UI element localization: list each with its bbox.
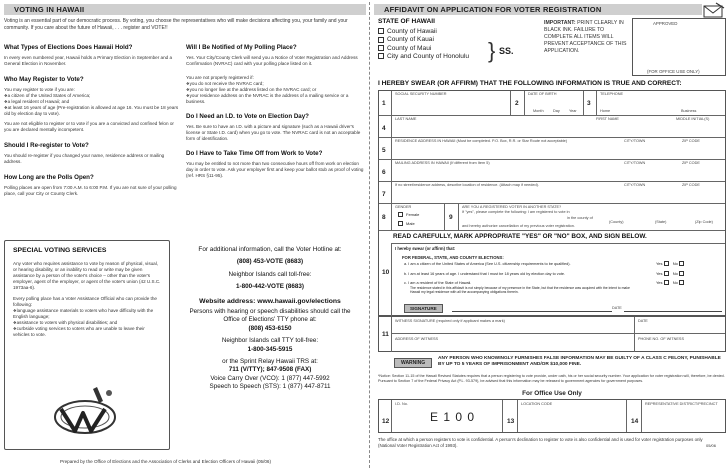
brace-symbol: } bbox=[488, 38, 496, 63]
yes-checkbox[interactable] bbox=[664, 261, 669, 266]
confidentiality-note: The office at which a person registers to vote is confidential. A person's declination to register to vote is also confidential and is used for voter registration purposes only (National Voter Registration Act of 1993). bbox=[378, 437, 703, 448]
gender-male-option[interactable] bbox=[398, 221, 415, 226]
yes-label: Yes bbox=[656, 280, 663, 285]
id-value: E 1 0 0 bbox=[430, 410, 476, 424]
question-c-note: The residence stated in this affidavit is not simply because of my presence in the State, but that the residence was acquired with the intent to make Hawaii my legal residence with all the accompanying obligations therein. bbox=[410, 286, 630, 295]
swear-statement: I HEREBY SWEAR (OR AFFIRM) THAT THE FOLLOWING INFORMATION IS TRUE AND CORRECT: bbox=[378, 80, 682, 87]
option-label: Male bbox=[406, 221, 415, 226]
banner-title: AFFIDAVIT ON APPLICATION FOR VOTER REGISTRATION bbox=[384, 5, 602, 14]
row-number: 6 bbox=[382, 169, 386, 176]
field-label: CITY/TOWN bbox=[624, 183, 646, 187]
section-heading: What Types of Elections Does Hawaii Hold? bbox=[4, 44, 133, 51]
field-label: LAST NAME bbox=[395, 117, 417, 121]
tel-business: Business bbox=[681, 109, 697, 113]
neighbor-islands-label: Neighbor Islands call toll-free: bbox=[228, 270, 312, 278]
field-label: LOCATION CODE bbox=[521, 402, 553, 406]
form-row bbox=[379, 182, 725, 204]
no-checkbox[interactable] bbox=[679, 271, 684, 276]
form-row bbox=[379, 160, 725, 182]
field-label: ZIP CODE bbox=[682, 183, 700, 187]
list-item: ❖ you do not receive the NVRAC card; bbox=[186, 81, 364, 87]
list-item: ❖ assistance to voters with physical disabilities; and bbox=[13, 320, 161, 326]
field-label: CITY/TOWN bbox=[624, 161, 646, 165]
row-number: 4 bbox=[382, 125, 386, 132]
field-label: FIRST NAME bbox=[596, 117, 619, 121]
important-label: IMPORTANT: bbox=[544, 20, 576, 26]
federal-label: FOR FEDERAL, STATE, AND COUNTY ELECTIONS: bbox=[402, 255, 504, 260]
warning-text: ANY PERSON WHO KNOWINGLY FURNISHES FALSE INFORMATION MAY BE GUILTY OF A CLASS C FELONY, PUNISHABLE BY UP TO 5 YEARS OF IMPRISONMENT AND/OR $10,000 FINE. bbox=[438, 356, 721, 368]
row-number: 1 bbox=[382, 100, 386, 107]
location-code-field bbox=[517, 400, 627, 432]
list-item: ❖ at least 16 years of age (Pre-registration is allowed at age 16. You must be 18 years old by election day to vote). bbox=[4, 105, 182, 117]
list-item: ❖ language assistance materials to voters who have difficulty with the English language; bbox=[13, 308, 161, 320]
special-services-title: SPECIAL VOTING SERVICES bbox=[13, 247, 107, 254]
gender-field bbox=[391, 204, 445, 230]
male-checkbox[interactable] bbox=[398, 221, 403, 226]
hotline-phone: (808) 453-VOTE (8683) bbox=[236, 258, 304, 266]
witness-date-field[interactable] bbox=[635, 317, 725, 334]
state-title: STATE OF HAWAII bbox=[378, 18, 435, 25]
row-number: 11 bbox=[382, 331, 389, 338]
banner-title: VOTING IN HAWAII bbox=[14, 5, 85, 14]
page-divider bbox=[369, 2, 370, 468]
form-row bbox=[379, 138, 725, 160]
ssn-field[interactable] bbox=[391, 91, 511, 115]
yes-label: Yes bbox=[656, 261, 663, 266]
field-label: RESIDENCE ADDRESS IN HAWAII (Must be completed. P.O. Box, R.R. or Star Route not acceptable) bbox=[395, 139, 568, 143]
field-label: (State) bbox=[655, 220, 667, 224]
office-use-label: (FOR OFFICE USE ONLY) bbox=[647, 69, 700, 74]
tel-home: Home bbox=[600, 109, 611, 113]
approved-label: APPROVED bbox=[653, 21, 678, 26]
field-label: ARE YOU A REGISTERED VOTER IN ANOTHER STATE? bbox=[462, 205, 562, 209]
registration-form-grid bbox=[378, 90, 726, 316]
witness-phone-field[interactable] bbox=[635, 334, 725, 352]
county-checkbox[interactable] bbox=[378, 28, 384, 34]
telephone-field[interactable] bbox=[596, 91, 725, 115]
field-label: MAILING ADDRESS IN HAWAII (If different from Item 5) bbox=[395, 161, 490, 165]
question-a: a. I am a citizen of the United States of America (See U.S. citizenship requirements to be qualified). bbox=[404, 262, 571, 266]
county-label: County of Hawaii bbox=[387, 28, 437, 35]
row-number: 3 bbox=[587, 100, 591, 107]
field-label: ZIP CODE bbox=[682, 161, 700, 165]
ss-label: SS. bbox=[499, 46, 514, 56]
field-label: DATE OF BIRTH bbox=[528, 92, 557, 96]
dob-year: Year bbox=[569, 109, 577, 113]
dob-field[interactable] bbox=[524, 91, 584, 115]
county-checkbox[interactable] bbox=[378, 45, 384, 51]
section-heading: Will I Be Notified of My Polling Place? bbox=[186, 44, 297, 51]
witness-block bbox=[378, 316, 726, 352]
row-number: 12 bbox=[382, 418, 390, 425]
important-note bbox=[544, 20, 630, 55]
field-label: ZIP CODE bbox=[682, 139, 700, 143]
field-label: GENDER bbox=[395, 205, 412, 209]
mailing-field[interactable] bbox=[391, 160, 725, 181]
swear-sub: I hereby swear (or affirm) that: bbox=[395, 246, 456, 251]
field-label: DATE bbox=[638, 319, 648, 323]
other-state-field[interactable] bbox=[458, 204, 725, 230]
dob-month: Month bbox=[533, 109, 544, 113]
warning-badge: WARNING bbox=[394, 358, 432, 368]
field-label: and hereby authorize cancellation of my previous voter registration. bbox=[462, 224, 575, 228]
female-checkbox[interactable] bbox=[398, 212, 403, 217]
field-label: SOCIAL SECURITY NUMBER bbox=[395, 92, 447, 96]
vco-number: Voice Carry Over (VCO): 1 (877) 447-5992 bbox=[210, 374, 330, 382]
section-text: You may be entitled to not more than two consecutive hours off from work on election day in order to vote. Ask your employer first and keep your ballot stub as proof of voting (ref. HRS §11-95). bbox=[186, 161, 364, 178]
county-checkbox[interactable] bbox=[378, 53, 384, 59]
county-label: County of Kauai bbox=[387, 36, 434, 44]
row-number: 8 bbox=[382, 214, 386, 221]
section-heading: Who May Register to Vote? bbox=[4, 76, 84, 83]
relay-label: or the Sprint Relay Hawaii TRS at: bbox=[222, 358, 318, 366]
field-label: (County) bbox=[609, 220, 624, 224]
field-label: ADDRESS OF WITNESS bbox=[395, 337, 439, 341]
section-heading: Do I Have to Take Time Off from Work to Vote? bbox=[186, 150, 323, 157]
row-number: 13 bbox=[507, 418, 515, 425]
no-label: No bbox=[672, 280, 678, 285]
office-use-row bbox=[378, 399, 726, 433]
section-heading: How Long are the Polls Open? bbox=[4, 174, 94, 181]
affidavit-banner bbox=[374, 4, 702, 15]
signature-label: SIGNATURE bbox=[404, 304, 443, 313]
rural-location-field[interactable] bbox=[391, 182, 725, 203]
section-heading: Should I Re-register to Vote? bbox=[4, 142, 89, 149]
relay-number: 711 (V/TTY); 847-9508 (FAX) bbox=[228, 366, 312, 374]
section-text: You may register to vote if you are: bbox=[4, 87, 75, 92]
gender-female-option[interactable] bbox=[398, 212, 419, 217]
tty-toll-free: 1-800-345-5915 bbox=[247, 345, 293, 353]
vote-logo-icon bbox=[47, 379, 125, 441]
approved-box bbox=[632, 18, 726, 76]
row-number: 5 bbox=[382, 147, 386, 154]
form-number: 05/06 bbox=[706, 443, 717, 448]
tty-phone: (808) 453-6150 bbox=[248, 324, 292, 332]
special-services-text: Any voter who requires assistance to vote by reason of physical, visual, or hearing disability, or an inability to read or write may be given assistance by a person of the voter's choice – other than the voter's employer, agent of the employer, or agent of the voter's union (42 U.S.C. 1973aa-6). bbox=[13, 261, 161, 290]
sts-number: Speech to Speech (STS): 1 (877) 447-8711 bbox=[209, 383, 331, 391]
website-address[interactable]: Website address: www.hawaii.gov/elections bbox=[199, 297, 341, 305]
row-number: 7 bbox=[382, 191, 386, 198]
form-row bbox=[379, 231, 725, 317]
field-label: in the county of bbox=[567, 216, 593, 220]
office-use-heading: For Office Use Only bbox=[522, 390, 582, 397]
section-text: You are not eligible to register or to vote if you are a convicted and confined felon or you are declared mentally incompetent. bbox=[4, 121, 174, 132]
field-label: I.D. No. bbox=[395, 402, 408, 406]
name-field[interactable] bbox=[391, 116, 725, 137]
witness-signature-field[interactable] bbox=[391, 317, 635, 334]
yes-no-c bbox=[656, 280, 687, 285]
yes-no-b bbox=[656, 271, 687, 276]
question-b: b. I am at least 16 years of age. I understand that I must be 18 years old by election day to vote. bbox=[404, 272, 566, 276]
field-label: WITNESS SIGNATURE (required only if applicant makes a mark) bbox=[395, 319, 505, 323]
list-item: ❖ a legal resident of Hawaii; and bbox=[4, 99, 182, 105]
info-column-2 bbox=[186, 44, 364, 179]
special-voting-services-box bbox=[4, 240, 170, 450]
row-number: 14 bbox=[631, 418, 639, 425]
field-label: PHONE NO. OF WITNESS bbox=[638, 337, 684, 341]
no-label: No bbox=[672, 261, 678, 266]
tty-intro: Persons with hearing or speech disabilities should call the Office of Elections' TTY phone at: bbox=[189, 308, 351, 324]
yes-no-a bbox=[656, 261, 687, 266]
section-text: Polling places are open from 7:00 A.M. to 6:00 P.M. If you are not sure of your polling place, call your City or County Clerk. bbox=[4, 185, 177, 196]
form-row bbox=[379, 204, 725, 231]
section-heading: Do I Need an I.D. to Vote on Election Day? bbox=[186, 113, 309, 120]
hotline-intro: For additional information, call the Voter Hotline at: bbox=[198, 246, 342, 253]
option-label: Female bbox=[406, 212, 420, 217]
important-text: PRINT CLEARLY IN BLACK INK. FAILURE TO COMPLETE ALL ITEMS WILL PREVENT ACCEPTANCE OF THIS APPLICATION. bbox=[544, 20, 627, 54]
rep-district-field bbox=[641, 400, 725, 432]
list-item: ❖ you no longer live at the address listed on the NVRAC card; or bbox=[186, 87, 364, 93]
section-text: You are not properly registered if: bbox=[186, 75, 254, 80]
section-text: Yes. Be sure to have an I.D. with a picture and signature (such as a Hawaii driver's license or State I.D. card) when you go to vote. The NVRAC card is not an acceptable form of identification. bbox=[186, 124, 361, 141]
row-number: 10 bbox=[382, 269, 390, 276]
field-label: CITY/TOWN bbox=[624, 139, 646, 143]
read-carefully-heading: READ CAREFULLY, MARK APPROPRIATE "YES" OR "NO" BOX, AND SIGN BELOW. bbox=[393, 233, 647, 240]
yes-checkbox[interactable] bbox=[664, 271, 669, 276]
witness-address-field[interactable] bbox=[391, 334, 635, 352]
form-row bbox=[379, 91, 725, 116]
field-label: (Zip Code) bbox=[695, 220, 713, 224]
county-label: County of Maui bbox=[387, 44, 432, 52]
field-label: MIDDLE INITIAL(S) bbox=[676, 117, 710, 121]
dob-day: Day bbox=[553, 109, 560, 113]
field-label: TELEPHONE bbox=[600, 92, 623, 96]
county-checkbox[interactable] bbox=[378, 37, 384, 43]
no-checkbox[interactable] bbox=[679, 261, 684, 266]
section-text: You should re-register if you changed your name, residence address or mailing address. bbox=[4, 153, 165, 164]
section-text: In every even numbered year, Hawaii holds a Primary Election in September and a General Election in November. bbox=[4, 55, 173, 66]
tty-neighbor-label: Neighbor Islands call TTY toll-free: bbox=[221, 337, 319, 345]
form-row bbox=[379, 116, 725, 138]
list-item: ❖ curbside voting services to voters who are unable to leave their vehicles to vote. bbox=[13, 326, 161, 338]
intro-text: Voting is an essential part of our democratic process. By voting, you choose the representatives who will make decisions affecting you, your family and your community. If you care about the future of Hawaii, . . . register and VOTE!! bbox=[4, 18, 348, 31]
row-number: 9 bbox=[449, 214, 453, 221]
county-label: City and County of Honolulu bbox=[387, 53, 470, 61]
yes-checkbox[interactable] bbox=[664, 280, 669, 285]
yes-label: Yes bbox=[656, 271, 663, 276]
row-number: 2 bbox=[515, 100, 519, 107]
section-text: Yes. Your City/County Clerk will send you a Notice of Voter Registration and Address Confirmation (NVRAC) card with your polling place listed on it. bbox=[186, 55, 358, 66]
field-label: REPRESENTATIVE DISTRICT/PRECINCT bbox=[645, 402, 718, 406]
toll-free-phone: 1-800-442-VOTE (8683) bbox=[236, 283, 304, 291]
residence-field[interactable] bbox=[391, 138, 725, 159]
qualification-questions bbox=[391, 243, 725, 317]
list-item: ❖ a citizen of the United States of America; bbox=[4, 93, 182, 99]
no-checkbox[interactable] bbox=[679, 280, 684, 285]
id-number-field bbox=[391, 400, 503, 432]
date-label: DATE bbox=[612, 306, 622, 310]
prepared-by-footer: Prepared by the Office of Elections and the Association of Clerks and Election Officers of Hawaii (05/06) bbox=[60, 459, 271, 464]
special-services-text: Every polling place has a Voter Assistance Official who can provide the following: bbox=[13, 296, 157, 307]
privacy-notice: *Notice: Section 11-15 of the Hawaii Revised Statutes requires that a person registering to vote provide, under oath, his or her social security number. Your application for voter registration will, therefore, be denied. Pursuant to Section 7 of the Federal Privacy Act (P.L. 93-579), be advised that this information may be released to government agencies for government purposes. bbox=[378, 374, 725, 383]
voting-in-hawaii-banner bbox=[4, 4, 366, 15]
signature-line[interactable] bbox=[452, 311, 612, 312]
hotline-info bbox=[172, 246, 368, 392]
list-item: ❖ your residence address on the NVRAC is the address of a mailing service or a business. bbox=[186, 93, 364, 105]
question-c: c. I am a resident of the State of Hawaii. bbox=[404, 281, 472, 285]
field-label: If no street/residence address, describe location of residence. (Attach map if needed). bbox=[395, 183, 539, 187]
field-label: If "yes", please complete the following: I am registered to vote in bbox=[462, 210, 570, 214]
info-column-1 bbox=[4, 44, 182, 197]
no-label: No bbox=[672, 271, 678, 276]
date-line[interactable] bbox=[624, 311, 722, 312]
